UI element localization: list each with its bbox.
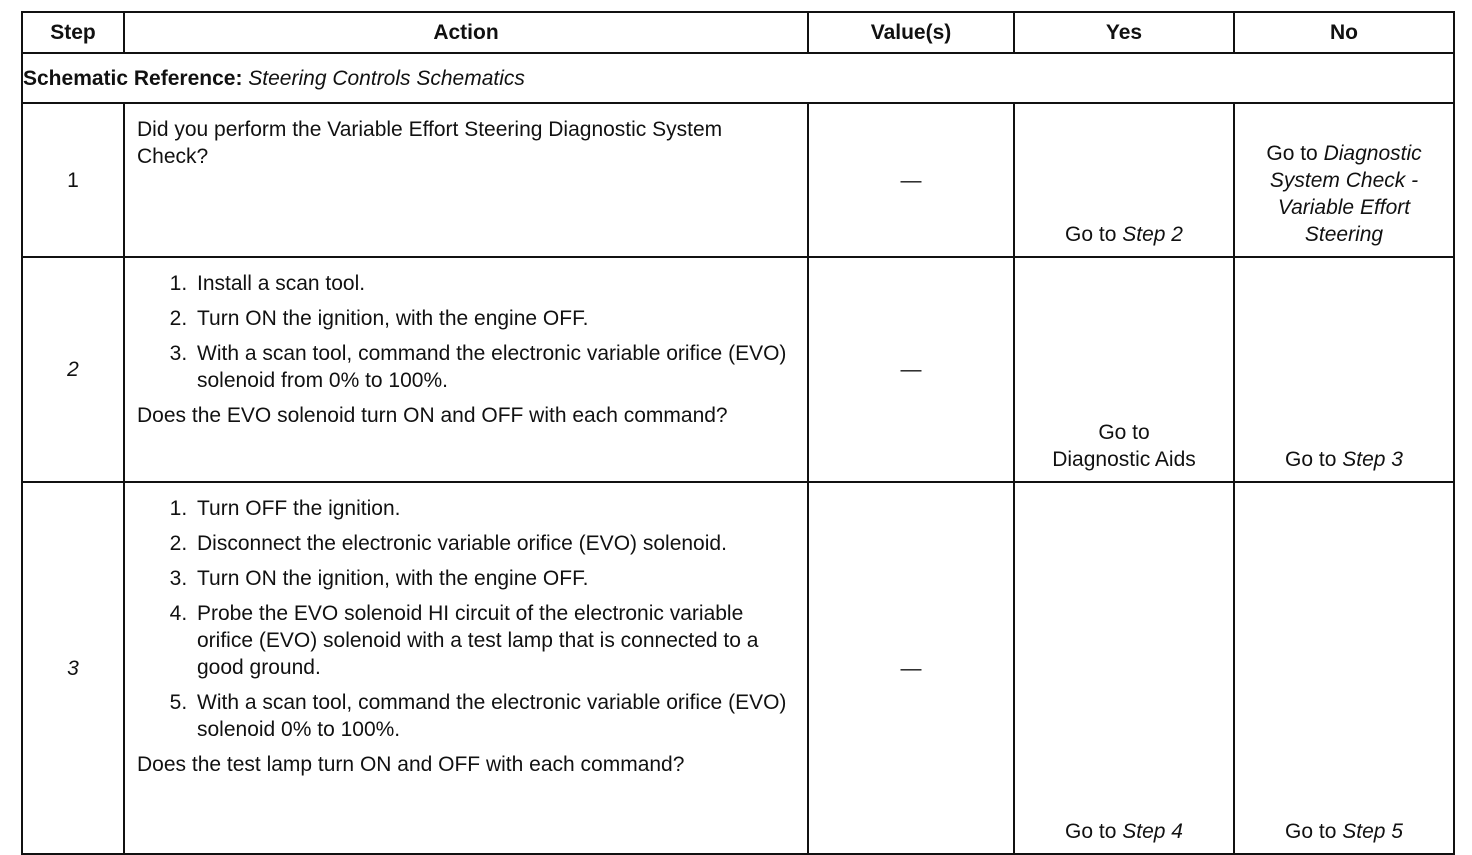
no-link[interactable]: Diagnostic System Check - Variable Effort Steering	[1269, 142, 1422, 246]
header-step: Step	[22, 12, 124, 53]
action-step: 1. Turn OFF the ignition.	[193, 495, 797, 522]
schematic-reference	[22, 53, 1454, 103]
action-step: 2. Turn ON the ignition, with the engine OFF.	[193, 305, 797, 332]
no-cell	[1234, 257, 1454, 482]
yes-link[interactable]: Step 2	[1122, 223, 1183, 246]
yes-cell	[1014, 103, 1234, 257]
yes-cell	[1014, 482, 1234, 854]
yes-prefix: Go to	[1065, 223, 1117, 246]
no-cell	[1234, 103, 1454, 257]
yes-prefix: Go to	[1065, 820, 1117, 843]
value-cell: —	[808, 482, 1014, 854]
action-cell	[124, 103, 808, 257]
step-number: 1	[22, 103, 124, 257]
action-step: 2. Disconnect the electronic variable orifice (EVO) solenoid.	[193, 530, 797, 557]
action-step: 1. Install a scan tool.	[193, 270, 797, 297]
no-link[interactable]: Step 3	[1342, 448, 1403, 471]
action-steps-list	[137, 495, 797, 743]
action-step: 5. With a scan tool, command the electronic variable orifice (EVO) solenoid 0% to 100%.	[193, 689, 797, 743]
action-question: Does the test lamp turn ON and OFF with each command?	[137, 753, 685, 776]
value-cell: —	[808, 257, 1014, 482]
action-step: 3. With a scan tool, command the electronic variable orifice (EVO) solenoid from 0% to 100%.	[193, 340, 797, 394]
action-cell	[124, 482, 808, 854]
yes-link[interactable]: Diagnostic Aids	[1052, 448, 1196, 471]
action-cell	[124, 257, 808, 482]
no-link[interactable]: Step 5	[1342, 820, 1403, 843]
action-question: Does the EVO solenoid turn ON and OFF with each command?	[137, 404, 728, 427]
header-no: No	[1234, 12, 1454, 53]
step-number: 3	[22, 482, 124, 854]
action-question: Did you perform the Variable Effort Steering Diagnostic System Check?	[137, 118, 723, 168]
no-cell	[1234, 482, 1454, 854]
value-cell: —	[808, 103, 1014, 257]
yes-cell	[1014, 257, 1234, 482]
step-number: 2	[22, 257, 124, 482]
no-prefix: Go to	[1266, 142, 1318, 165]
header-action: Action	[124, 12, 808, 53]
table-row	[22, 482, 1454, 854]
table-row	[22, 103, 1454, 257]
header-row	[22, 12, 1454, 53]
header-yes: Yes	[1014, 12, 1234, 53]
no-prefix: Go to	[1285, 820, 1337, 843]
schematic-label: Schematic Reference:	[23, 66, 243, 90]
action-step: 4. Probe the EVO solenoid HI circuit of the electronic variable orifice (EVO) solenoid with a test lamp that is connected to a good ground.	[193, 600, 797, 681]
schematic-reference-row	[22, 53, 1454, 103]
yes-link[interactable]: Step 4	[1122, 820, 1183, 843]
table-row	[22, 257, 1454, 482]
yes-prefix: Go to	[1098, 421, 1150, 444]
header-values: Value(s)	[808, 12, 1014, 53]
action-step: 3. Turn ON the ignition, with the engine OFF.	[193, 565, 797, 592]
no-prefix: Go to	[1285, 448, 1337, 471]
action-steps-list	[137, 270, 797, 394]
diagnostic-table	[21, 11, 1455, 855]
schematic-link[interactable]: Steering Controls Schematics	[248, 66, 525, 90]
